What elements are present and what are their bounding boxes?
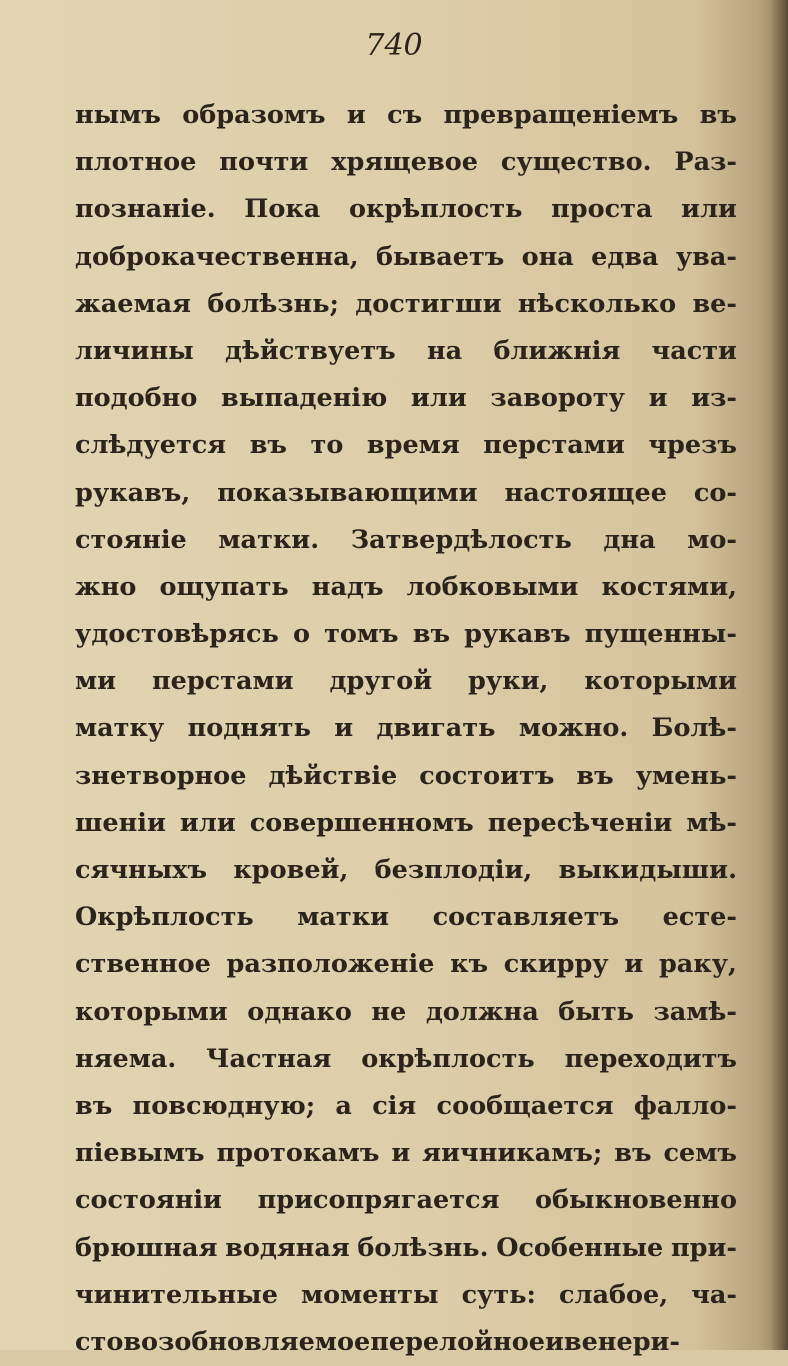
text-line: матку поднять и двигать можно. Болѣ-	[75, 713, 737, 744]
text-line: ственное разположенiе къ скирру и раку,	[75, 949, 737, 980]
text-line: въ повсюдную; а сiя сообщается фалло-	[75, 1090, 737, 1121]
text-line: знетворное дѣйствiе состоитъ въ умень-	[75, 760, 737, 791]
text-line: жаемая болѣзнь; достигши нѣсколько ве-	[75, 288, 737, 319]
text-line: шенiи или совершенномъ пересѣченiи мѣ-	[75, 807, 737, 838]
text-line: познанiе. Пока окрѣплость проста или	[75, 194, 737, 225]
text-line: жно ощупать надъ лобковыми костями,	[75, 571, 737, 602]
text-line: няема. Частная окрѣплость переходитъ	[75, 1043, 737, 1074]
text-line: пiевымъ протокамъ и яичникамъ; въ семъ	[75, 1138, 737, 1169]
body-text	[75, 92, 737, 1366]
text-line: ми перстами другой руки, которыми	[75, 666, 737, 697]
text-line: удостовѣрясь о томъ въ рукавъ пущенны-	[75, 619, 737, 650]
text-line: личины дѣйствуетъ на ближнiя части	[75, 335, 737, 366]
text-line: сячныхъ кровей, безплодiи, выкидыши.	[75, 855, 737, 885]
page-gutter-shadow	[770, 0, 788, 1350]
text-line: рукавъ, показывающими настоящее со-	[75, 477, 737, 508]
text-line: Окрѣплость матки составляетъ есте-	[75, 902, 737, 933]
page-number: 740	[365, 28, 423, 63]
text-line: слѣдуется въ то время перстами чрезъ	[75, 430, 737, 461]
text-line: сто возобновляемое перелойное и венери-	[75, 1326, 681, 1357]
text-line: подобно выпаденiю или завороту и из-	[75, 383, 737, 414]
text-line: которыми однако не должна быть замѣ-	[75, 996, 737, 1027]
text-line: состоянiи присопрягается обыкновенно	[75, 1185, 737, 1216]
text-line: брюшная водяная болѣзнь. Особенные при-	[75, 1232, 737, 1263]
text-line: доброкачественна, бываетъ она едва ува-	[75, 241, 737, 272]
text-line: нымъ образомъ и съ превращенiемъ въ	[75, 100, 737, 130]
text-line: стоянiе матки. Затвердѣлость дна мо-	[75, 524, 737, 555]
text-line: плотное почти хрящевое существо. Раз-	[75, 147, 737, 178]
text-line: чинительные моменты суть: слабое, ча-	[75, 1279, 737, 1310]
